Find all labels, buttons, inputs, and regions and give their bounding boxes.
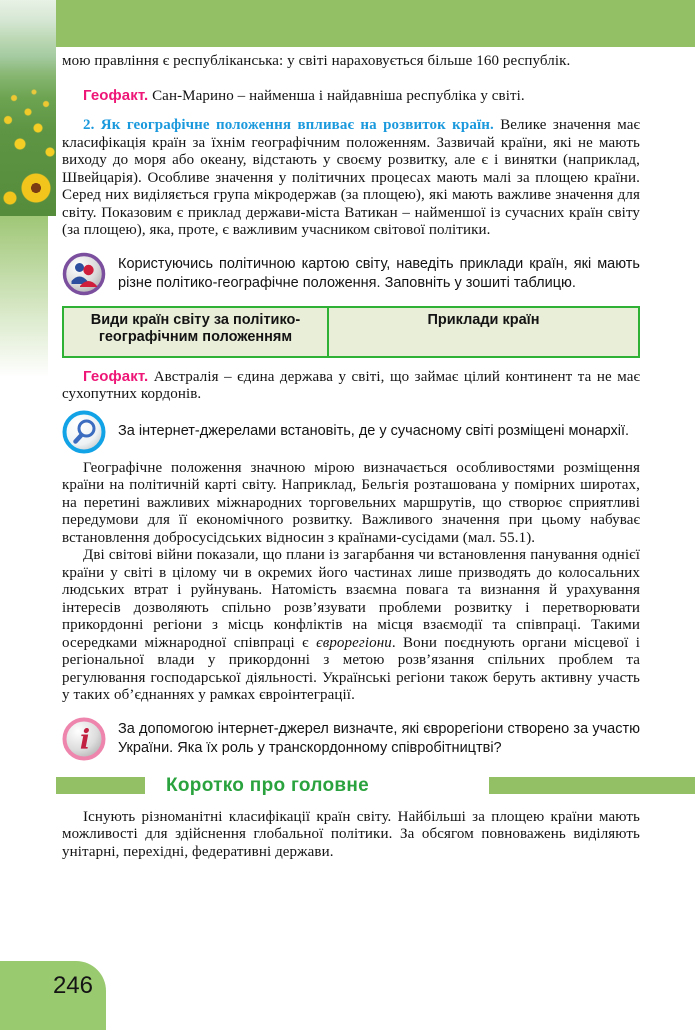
task-map-exercise [62, 252, 640, 296]
page-content [48, 47, 695, 861]
people-icon [62, 252, 106, 296]
summary-heading-row [56, 775, 695, 797]
task-internet-monarchies [62, 410, 640, 454]
paragraph-world-wars-text: Дві світові війни показали, що плани із загарбання чи встановлення панування однієї країни у світі в цілому чи в окремих його частинах лише призводять до колосальних людських втрат і руйнувань. Натомість взаємна повага та визнання й урахування інтересів дозволяють спільно розв’язувати проблеми розвитку і перетворювати прикордонні регіони з місць конфліктів на місця взаємодії та співпраці. Такими осередками міжнародної співпраці є [62, 547, 640, 651]
page-number: 246 [52, 972, 93, 999]
page-top-band [0, 0, 695, 47]
summary-paragraph: Існують різноманітні класифікації країн світу. Найбільші за площею країни мають можливості для здійснення глобальної політики. За обсягом повноважень виділяють унітарні, перехідні, федеративні держави. [62, 808, 640, 860]
table-col-types: Види країн світу за політико-географічним положенням [63, 307, 328, 357]
geofact-1 [62, 87, 640, 106]
heading-accent-block [56, 777, 145, 794]
paragraph-continuation: мою правління є республіканська: у світі нараховується більше 160 республік. [62, 53, 571, 69]
euroregions-term: єврорегіони [316, 634, 392, 651]
geofact-label: Геофакт. [83, 86, 149, 104]
task-euroregions [62, 717, 640, 761]
info-icon [62, 717, 106, 761]
classification-table [62, 306, 640, 358]
page-number-box [0, 961, 106, 1030]
section-2-text: Велике значення має класифікація країн за їхнім географічним положенням. Зазвичай країни, які не мають виходу до моря або океану, відстають у своєму розвитку, але є і винятки (наприклад, Швейцарія). Особливе значення у політичних процесах мають малі за площею країни. Серед них виділяється група мікродержав (за площею), які мають важливе значення для світу. Показовим є приклад держави-міста Ватикан – найменшої із сучасних країн світу (за площею), яка, проте, є важливим учасником світової політики. [62, 117, 640, 238]
paragraph-geo-position: Географічне положення значною мірою визначається особливостями розміщення країни на політичній карті світу. Наприклад, Бельгія розташована у помірних широтах, на перетині важливих міжнародних торговельних маршрутів, що створює сприятливі передумови для її економічного розвитку. Важливого значення при цьому набуває встановлення добросусідських відносин з країнами-сусідами (мал. 55.1). [62, 459, 640, 546]
geofact-2 [62, 368, 640, 404]
table-col-examples: Приклади країн [328, 307, 639, 357]
task-internet-monarchies-text: За інтернет-джерелами встановіть, де у сучасному світі розміщені монархії. [118, 423, 629, 439]
task-euroregions-text: За допомогою інтернет-джерел визначте, які єврорегіони створено за участю України. Яка їх роль у транскордонному співробітництві? [118, 720, 640, 756]
section-2-heading: 2. Як географічне положення впливає на розвиток країн. [83, 117, 494, 133]
paragraph-world-wars [62, 547, 640, 705]
geofact-label: Геофакт. [83, 367, 149, 385]
table-header-row [63, 307, 639, 357]
heading-accent-bar [489, 777, 695, 794]
geofact-text: Австралія – єдина держава у світі, що займає цілий континент та не має сухопутних кордонів. [62, 368, 640, 402]
geofact-text: Сан-Марино – найменша і найдавніша республіка у світі. [152, 87, 525, 104]
paragraph-world-wars-text-after: . Вони поєднують органи місцевої і регіональної влади у прикордонні з метою розв’язання спільних проблем та регулювання господарської діяльності. Українські регіони також беруть активну участь у таких об’єднаннях у рамках євроінтеграції. [62, 634, 640, 703]
task-map-text: Користуючись політичною картою світу, наведіть приклади країн, які мають різне політико-географічне положення. Заповніть у зошиті таблицю. [118, 255, 640, 291]
summary-heading: Коротко про головне [166, 774, 370, 796]
magnifier-icon [62, 410, 106, 454]
svg-text:i: i [79, 724, 91, 755]
section-2-paragraph [62, 117, 640, 240]
